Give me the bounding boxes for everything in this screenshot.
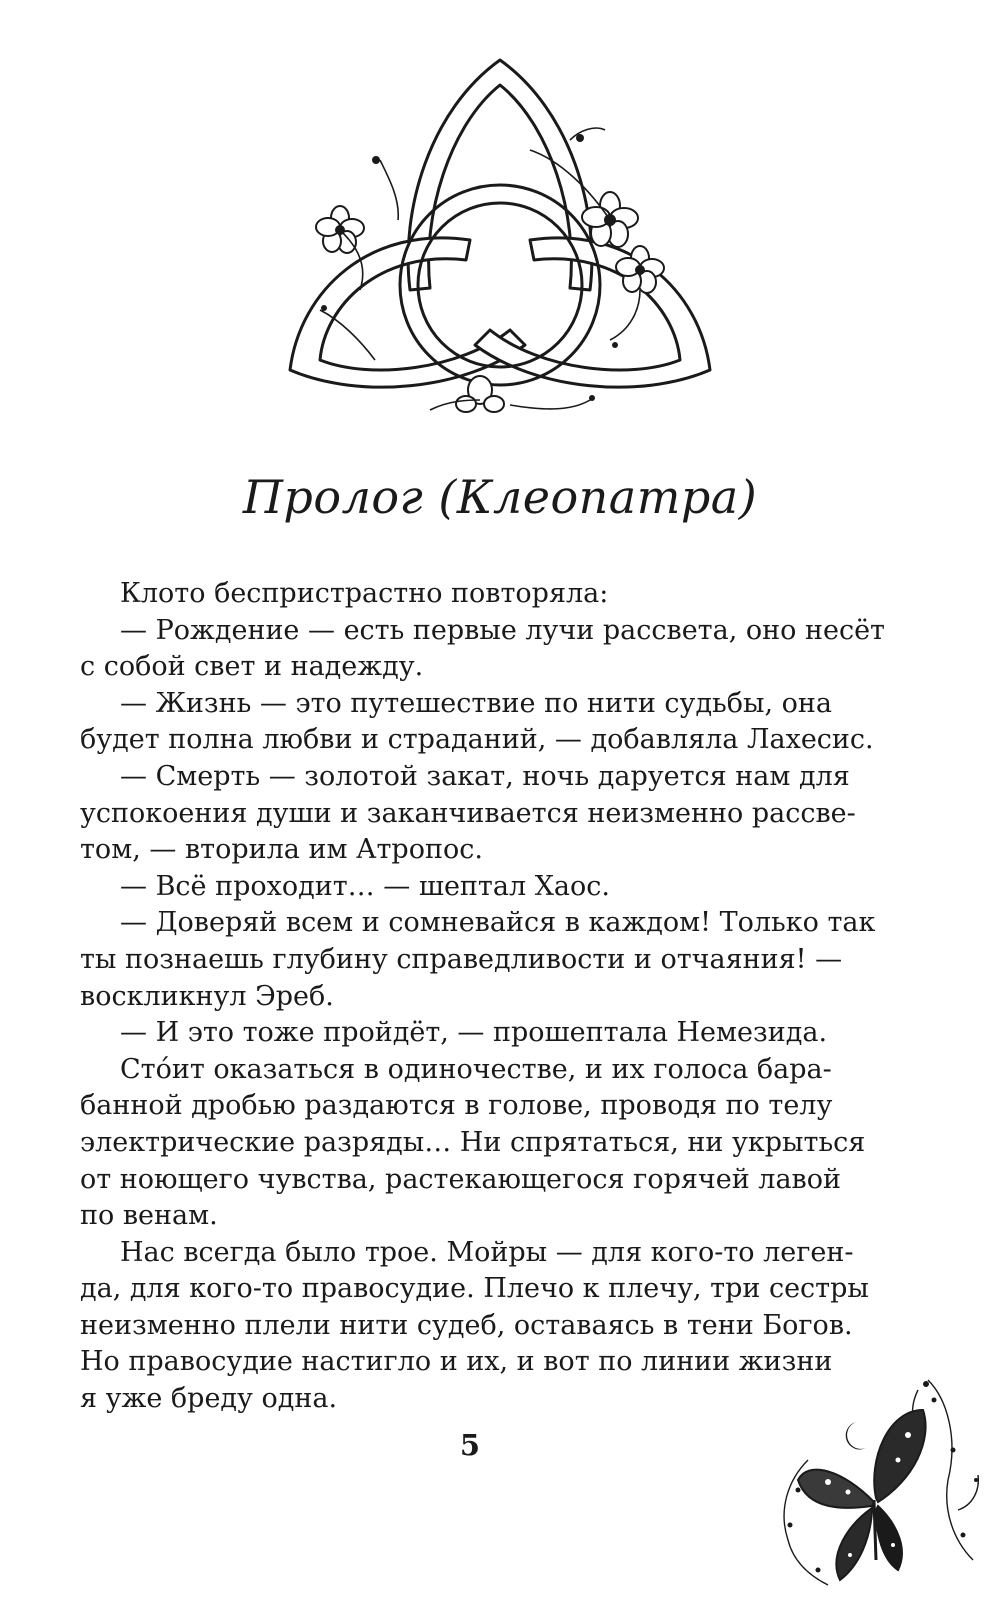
chapter-title: Пролог (Клеопатра) bbox=[242, 470, 758, 524]
text-line: — И это тоже пройдёт, — прошептала Немезида. bbox=[120, 1017, 828, 1049]
text-line: от ноющего чувства, растекающегося горячей лавой bbox=[80, 1163, 841, 1195]
text-line: по венам. bbox=[80, 1200, 218, 1232]
text-line: да, для кого-то правосудие. Плечо к плечу, три сестры bbox=[80, 1273, 869, 1305]
butterfly-moon-icon bbox=[748, 1360, 988, 1600]
text-line: воскликнул Эреб. bbox=[80, 980, 334, 1012]
text-line: Но правосудие настигло и их, и вот по линии жизни bbox=[80, 1346, 833, 1378]
text-line: ты познаешь глубину справедливости и отчаяния! — bbox=[80, 943, 843, 975]
text-line: Стóит оказаться в одиночестве, и их голоса бара- bbox=[120, 1053, 832, 1085]
text-line: том, — вторила им Атропос. bbox=[80, 834, 483, 866]
text-line: банной дробью раздаются в голове, проводя по телу bbox=[80, 1090, 833, 1122]
text-line: электрические разряды… Ни спрятаться, ни укрыться bbox=[80, 1126, 866, 1158]
body-text bbox=[80, 576, 890, 1418]
text-line: Клото беспристрастно повторяла: bbox=[120, 578, 609, 609]
page-number: 5 bbox=[459, 1428, 481, 1462]
triquetra-floral-icon bbox=[280, 40, 720, 430]
text-line: будет полна любви и страданий, — добавляла Лахесис. bbox=[80, 724, 874, 756]
text-line: неизменно плели нити судеб, оставаясь в тени Богов. bbox=[80, 1309, 853, 1341]
text-line: — Жизнь — это путешествие по нити судьбы, она bbox=[120, 687, 833, 719]
text-line: я уже бреду одна. bbox=[80, 1383, 338, 1415]
text-line: — Всё проходит… — шептал Хаос. bbox=[120, 870, 610, 902]
text-line: успокоения души и заканчивается неизменно рассве- bbox=[80, 797, 856, 829]
text-line: с собой свет и надежду. bbox=[80, 651, 424, 683]
text-line: Нас всегда было трое. Мойры — для кого-то леген- bbox=[120, 1236, 854, 1268]
text-line: — Рождение — есть первые лучи рассвета, оно несёт bbox=[120, 614, 885, 646]
text-line: — Смерть — золотой закат, ночь даруется нам для bbox=[120, 760, 850, 792]
text-line: — Доверяй всем и сомневайся в каждом! Только так bbox=[120, 907, 876, 939]
